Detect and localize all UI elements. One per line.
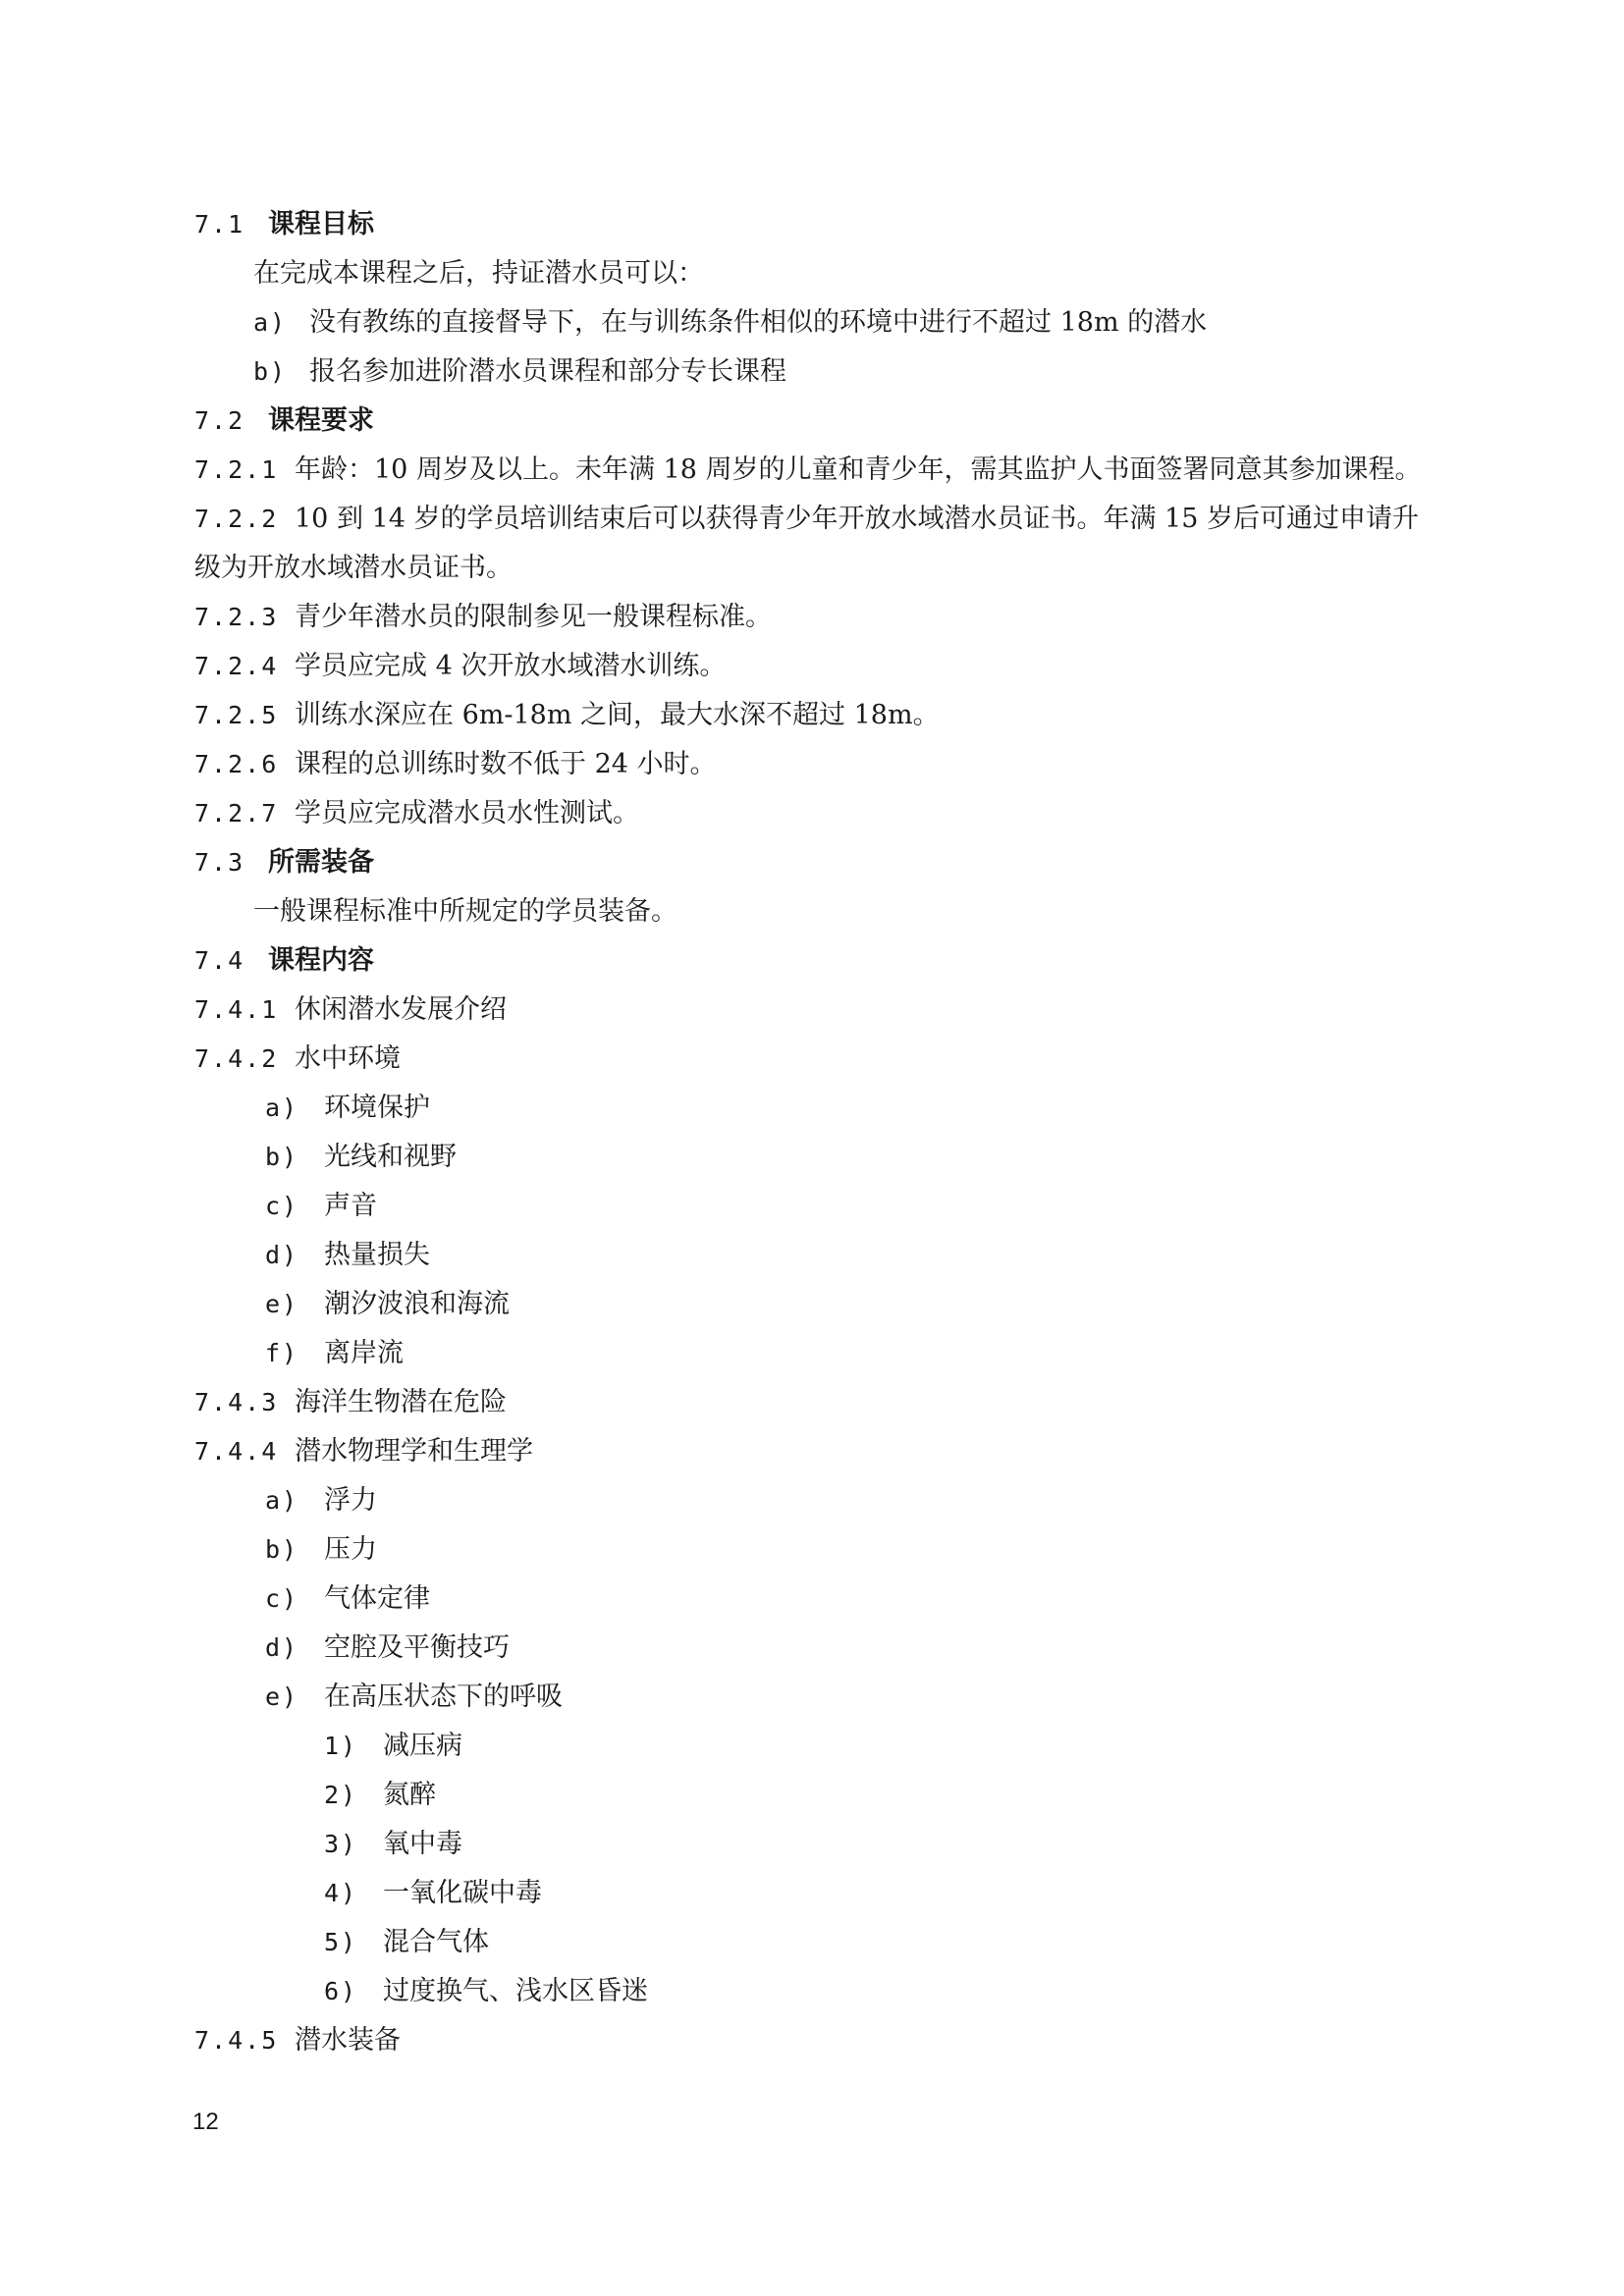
list-text: 压力 xyxy=(324,1534,377,1565)
clause-text: 海洋生物潜在危险 xyxy=(295,1387,507,1417)
sub-list-text: 一氧化碳中毒 xyxy=(383,1878,542,1908)
clause-number: 7.4.5 xyxy=(194,2026,279,2055)
list-marker: c) xyxy=(265,1584,299,1613)
clause-number: 7.4.2 xyxy=(194,1044,279,1073)
sub-list-text: 混合气体 xyxy=(383,1927,489,1957)
section-title: 课程要求 xyxy=(268,405,374,436)
page-number: 12 xyxy=(192,2109,219,2135)
sub-list-marker: 5) xyxy=(324,1928,358,1956)
section-title: 所需装备 xyxy=(268,847,374,878)
list-text: 气体定律 xyxy=(324,1583,430,1614)
sub-list-marker: 3) xyxy=(324,1830,358,1858)
sub-list-marker: 6) xyxy=(324,1977,358,2005)
section-number: 7.4 xyxy=(194,946,245,975)
list-text: 报名参加进阶潜水员课程和部分专长课程 xyxy=(309,356,786,387)
clause-text: 学员应完成潜水员水性测试。 xyxy=(295,798,639,828)
list-text: 空腔及平衡技巧 xyxy=(324,1632,510,1663)
clause-text: 级为开放水域潜水员证书。 xyxy=(194,553,513,583)
list-marker: d) xyxy=(265,1241,299,1269)
clause-number: 7.2.1 xyxy=(194,455,279,484)
list-marker: d) xyxy=(265,1633,299,1662)
clause-text: 潜水物理学和生理学 xyxy=(295,1436,533,1467)
clause-text: 潜水装备 xyxy=(295,2025,401,2056)
clause-text: 休闲潜水发展介绍 xyxy=(295,994,507,1025)
paragraph-text: 一般课程标准中所规定的学员装备。 xyxy=(253,896,677,927)
sub-list-text: 减压病 xyxy=(383,1731,462,1761)
clause-number: 7.2.6 xyxy=(194,750,279,778)
list-marker: a) xyxy=(265,1094,299,1122)
list-text: 没有教练的直接督导下，在与训练条件相似的环境中进行不超过 18m 的潜水 xyxy=(309,307,1208,338)
list-text: 声音 xyxy=(324,1191,377,1221)
clause-number: 7.4.4 xyxy=(194,1437,279,1466)
list-marker: c) xyxy=(265,1192,299,1220)
list-marker: b) xyxy=(265,1143,299,1171)
list-marker: a) xyxy=(253,308,288,337)
list-marker: b) xyxy=(265,1535,299,1564)
clause-number: 7.4.3 xyxy=(194,1388,279,1416)
list-text: 浮力 xyxy=(324,1485,377,1516)
clause-number: 7.4.1 xyxy=(194,995,279,1024)
section-number: 7.2 xyxy=(194,406,245,435)
list-text: 环境保护 xyxy=(324,1093,430,1123)
section-title: 课程内容 xyxy=(268,945,374,976)
clause-text: 年龄：10 周岁及以上。未年满 18 周岁的儿童和青少年，需其监护人书面签署同意其参加课程。 xyxy=(295,454,1422,485)
clause-text: 10 到 14 岁的学员培训结束后可以获得青少年开放水域潜水员证书。年满 15 岁后可通过申请升 xyxy=(295,504,1419,534)
list-marker: f) xyxy=(265,1339,299,1367)
list-marker: b) xyxy=(253,357,288,386)
sub-list-marker: 2) xyxy=(324,1781,358,1809)
clause-number: 7.2.4 xyxy=(194,652,279,680)
list-marker: e) xyxy=(265,1290,299,1318)
clause-text: 课程的总训练时数不低于 24 小时。 xyxy=(295,749,717,779)
list-text: 离岸流 xyxy=(324,1338,404,1368)
section-number: 7.1 xyxy=(194,210,245,239)
list-text: 在高压状态下的呼吸 xyxy=(324,1682,563,1712)
clause-number: 7.2.7 xyxy=(194,799,279,828)
list-marker: a) xyxy=(265,1486,299,1515)
sub-list-marker: 4) xyxy=(324,1879,358,1907)
clause-text: 学员应完成 4 次开放水域潜水训练。 xyxy=(295,651,727,681)
list-text: 潮汐波浪和海流 xyxy=(324,1289,510,1319)
sub-list-text: 氮醉 xyxy=(383,1780,436,1810)
paragraph-text: 在完成本课程之后，持证潜水员可以： xyxy=(253,258,704,289)
sub-list-marker: 1) xyxy=(324,1732,358,1760)
clause-text: 青少年潜水员的限制参见一般课程标准。 xyxy=(295,602,772,632)
clause-number: 7.2.2 xyxy=(194,505,279,533)
clause-number: 7.2.5 xyxy=(194,701,279,729)
sub-list-text: 氧中毒 xyxy=(383,1829,462,1859)
section-number: 7.3 xyxy=(194,848,245,877)
sub-list-text: 过度换气、浅水区昏迷 xyxy=(383,1976,648,2006)
clause-text: 训练水深应在 6m-18m 之间，最大水深不超过 18m。 xyxy=(295,700,940,730)
section-title: 课程目标 xyxy=(268,209,374,240)
list-marker: e) xyxy=(265,1682,299,1711)
clause-text: 水中环境 xyxy=(295,1043,401,1074)
clause-number: 7.2.3 xyxy=(194,603,279,631)
list-text: 热量损失 xyxy=(324,1240,430,1270)
list-text: 光线和视野 xyxy=(324,1142,457,1172)
